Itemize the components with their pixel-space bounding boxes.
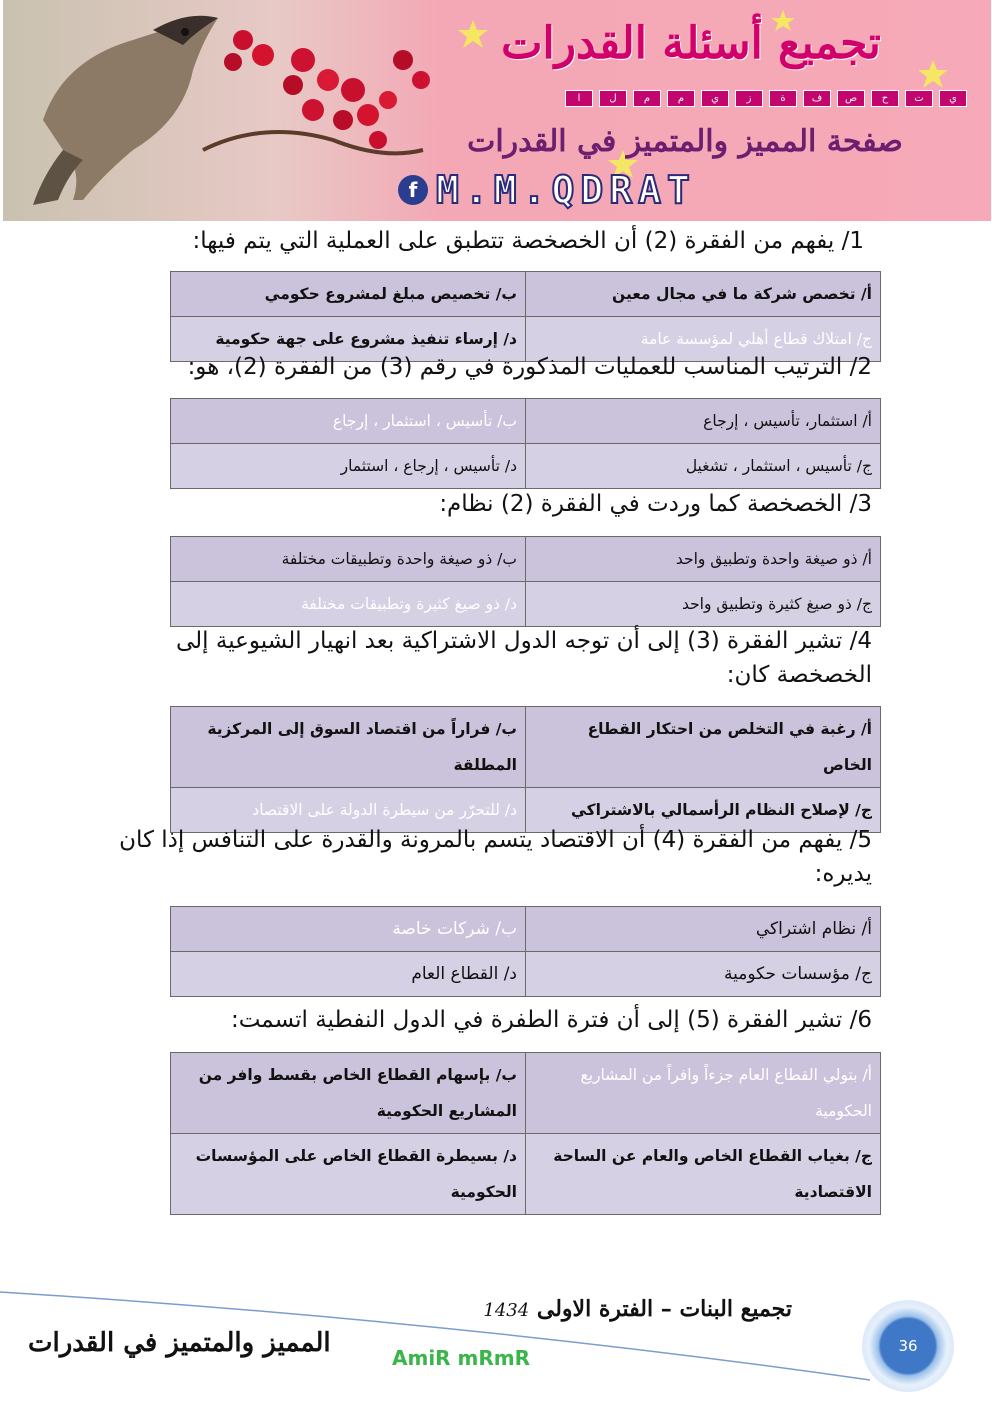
options-table-6 [170, 1052, 881, 1215]
footer-brand: المميز والمتميز في القدرات [28, 1328, 331, 1358]
footer-year: 1434 [483, 1300, 530, 1321]
header-banner [3, 0, 991, 221]
page-number: 36 [898, 1337, 918, 1355]
letter-box: ي [939, 90, 967, 107]
letter-box: ف [803, 90, 831, 107]
option-a[interactable]: أ/ رغبة في التخلص من احتكار القطاع الخاص [526, 707, 881, 788]
option-b[interactable]: ب/ ذو صيغة واحدة وتطبيقات مختلفة [171, 537, 526, 582]
question-1: 1/ يفهم من الفقرة (2) أن الخصخصة تتطبق على العملية التي يتم فيها: [192, 228, 864, 254]
letter-box: ح [871, 90, 899, 107]
facebook-icon: f [398, 175, 428, 205]
question-6: 6/ تشير الفقرة (5) إلى أن فترة الطفرة في الدول النفطية اتسمت: [230, 1007, 872, 1033]
option-b[interactable]: ب/ شركات خاصة [171, 907, 526, 952]
logo-text: M.M.QDRAT [436, 168, 696, 212]
options-table-5 [170, 906, 881, 997]
option-d[interactable]: د/ ذو صيغ كثيرة وتطبيقات مختلفة [171, 582, 526, 627]
banner-subtitle: صفحة المميز والمتميز في القدرات [467, 124, 903, 159]
option-c[interactable]: ج/ لإصلاح النظام الرأسمالي بالاشتراكي [526, 788, 881, 833]
question-3: 3/ الخصخصة كما وردت في الفقرة (2) نظام: [439, 491, 872, 517]
letter-box: م [633, 90, 661, 107]
options-table-3 [170, 536, 881, 627]
letter-box: م [667, 90, 695, 107]
option-a[interactable]: أ/ ذو صيغة واحدة وتطبيق واحد [526, 537, 881, 582]
option-a[interactable]: أ/ نظام اشتراكي [526, 907, 881, 952]
option-a[interactable]: أ/ بتولي القطاع العام جزءاً وافراً من المشاريع الحكومية [526, 1053, 881, 1134]
option-b[interactable]: ب/ تخصيص مبلغ لمشروع حكومي [171, 272, 526, 317]
letter-box: ي [701, 90, 729, 107]
letter-box: ز [735, 90, 763, 107]
banner-logo [398, 170, 868, 210]
option-b[interactable]: ب/ بإسهام القطاع الخاص بقسط وافر من المشاريع الحكومية [171, 1053, 526, 1134]
option-b[interactable]: ب/ تأسيس ، استثمار ، إرجاع [171, 399, 526, 444]
option-a[interactable]: أ/ استثمار، تأسيس ، إرجاع [526, 399, 881, 444]
option-d[interactable]: د/ بسيطرة القطاع الخاص على المؤسسات الحكومية [171, 1134, 526, 1215]
question-4: 4/ تشير الفقرة (3) إلى أن توجه الدول الاشتراكية بعد انهيار الشيوعية إلى الخصخصة كان: [176, 628, 872, 688]
waxwing-bird-icon [33, 16, 218, 205]
banner-title: تجميع أسئلة القدرات [501, 18, 881, 69]
option-c[interactable]: ج/ بغياب القطاع الخاص والعام عن الساحة الاقتصادية [526, 1134, 881, 1215]
footer-compilation-text: تجميع البنات – الفترة الاولى [536, 1296, 792, 1322]
footer-author: AmiR mRmR [392, 1346, 531, 1370]
letter-box: ل [599, 90, 627, 107]
option-d[interactable]: د/ القطاع العام [171, 952, 526, 997]
option-d[interactable]: د/ للتحرّر من سيطرة الدولة على الاقتصاد [171, 788, 526, 833]
question-5: 5/ يفهم من الفقرة (4) أن الاقتصاد يتسم بالمرونة والقدرة على التنافس إذا كان يديره: [119, 827, 872, 887]
option-a[interactable]: أ/ تخصص شركة ما في مجال معين [526, 272, 881, 317]
option-c[interactable]: ج/ ذو صيغ كثيرة وتطبيق واحد [526, 582, 881, 627]
option-b[interactable]: ب/ فراراً من اقتصاد السوق إلى المركزية المطلقة [171, 707, 526, 788]
letter-box: ص [837, 90, 865, 107]
question-2: 2/ الترتيب المناسب للعمليات المذكورة في رقم (3) من الفقرة (2)، هو: [187, 354, 872, 380]
options-table-2 [170, 398, 881, 489]
letter-box: ت [905, 90, 933, 107]
option-c[interactable]: ج/ مؤسسات حكومية [526, 952, 881, 997]
option-c[interactable]: ج/ تأسيس ، استثمار ، تشغيل [526, 444, 881, 489]
options-table-4 [170, 706, 881, 833]
option-c[interactable]: ج/ امتلاك قطاع أهلي لمؤسسة عامة [526, 317, 881, 362]
letter-box: ة [769, 90, 797, 107]
options-table-1 [170, 271, 881, 362]
banner-letter-row [565, 90, 967, 107]
option-d[interactable]: د/ تأسيس ، إرجاع ، استثمار [171, 444, 526, 489]
footer-compilation [483, 1296, 792, 1322]
option-d[interactable]: د/ إرساء تنفيذ مشروع على جهة حكومية [171, 317, 526, 362]
letter-box: ا [565, 90, 593, 107]
page-number-badge [862, 1300, 954, 1392]
